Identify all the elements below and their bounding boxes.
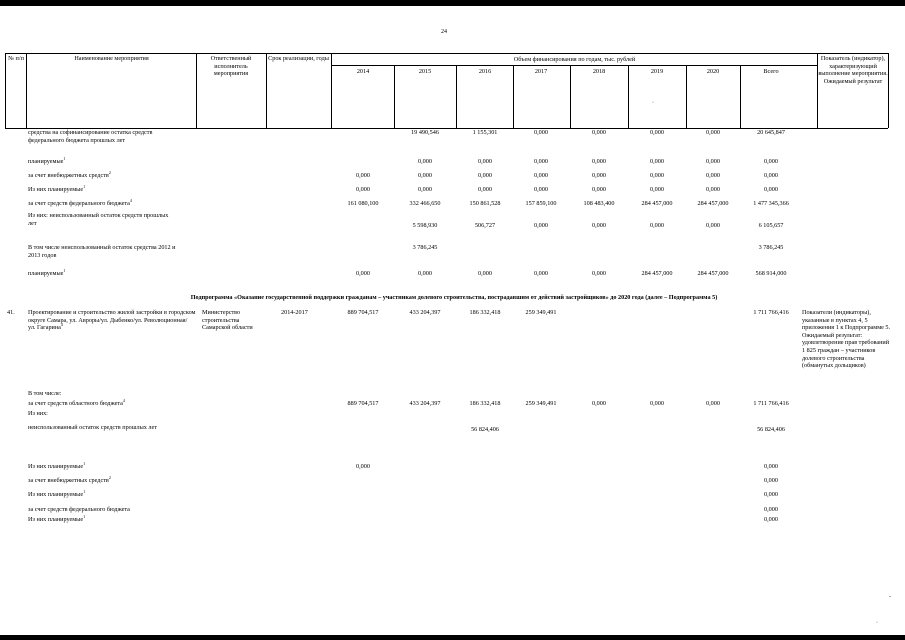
value-cell: 259 349,491 xyxy=(525,400,557,407)
value-cell: 6 105,657 xyxy=(758,222,784,229)
value-cell: 0,000 xyxy=(706,172,720,179)
header-indicator: Показатель (индикатор), характеризующий выполнение мероприятия. Ожидаемый результат xyxy=(818,55,888,85)
year-header: 2015 xyxy=(418,68,432,75)
scan-speck: · xyxy=(876,620,878,626)
row-label xyxy=(28,397,188,408)
row-label-text: Из них планируемые xyxy=(28,186,84,193)
row-label xyxy=(28,410,188,418)
item41-term: 2014-2017 xyxy=(281,309,308,316)
value-cell: 0,000 xyxy=(534,158,548,165)
value-cell: 284 457,000 xyxy=(641,200,673,207)
value-cell: 0,000 xyxy=(534,222,548,229)
value-cell: 0,000 xyxy=(478,186,492,193)
value-cell: 332 466,650 xyxy=(409,200,441,207)
footnote-mark: 2 xyxy=(108,474,111,480)
item41-name: Проектирование и строительство жилой застройки в городском округе Самара, ул. Авроры/ул. Дыбенко/ул. Революционная/ ул. Гагарина$^4$ xyxy=(28,309,196,332)
row-label xyxy=(28,197,178,208)
footnote-mark: 1 xyxy=(63,155,66,161)
value-cell: 284 457,000 xyxy=(697,200,729,207)
row-label xyxy=(28,212,178,227)
value-cell: 1 477 345,366 xyxy=(753,200,789,207)
value-cell: 0,000 xyxy=(534,270,548,277)
header-funding: Объем финансирования по годам, тыс. рублей xyxy=(513,56,636,63)
value-cell: 0,000 xyxy=(764,158,778,165)
value-cell: 433 204,397 xyxy=(409,309,441,316)
row-label-text: В том числе неиспользованный остаток средства 2012 и 2013 годов xyxy=(28,244,176,259)
value-cell: 506,727 xyxy=(474,222,496,229)
header-name: Наименование мероприятия xyxy=(74,55,149,62)
row-label-text: Из них: xyxy=(28,410,48,417)
value-cell: 0,000 xyxy=(764,172,778,179)
value-cell: 1 711 766,416 xyxy=(753,309,789,316)
footnote-mark: 4 xyxy=(122,397,125,403)
row-label xyxy=(28,390,188,398)
footnote-mark: 1 xyxy=(83,513,86,519)
footnote-mark: 1 xyxy=(83,460,86,466)
row-label xyxy=(28,267,178,278)
value-cell: 259 349,491 xyxy=(525,309,557,316)
value-cell: 0,000 xyxy=(592,270,606,277)
value-cell: 0,000 xyxy=(534,129,548,136)
year-header: 2016 xyxy=(478,68,492,75)
scan-speck: - xyxy=(889,594,891,600)
value-cell: 150 861,528 xyxy=(469,200,501,207)
value-cell: 157 859,100 xyxy=(525,200,557,207)
header-term: Срок реализации, годы xyxy=(268,55,329,62)
year-header: 2017 xyxy=(534,68,548,75)
value-cell: 3 786,245 xyxy=(412,244,438,251)
value-cell: 1 155,301 xyxy=(472,129,498,136)
row-label-text: за счет средств федерального бюджета xyxy=(28,200,130,207)
value-cell: 0,000 xyxy=(478,158,492,165)
item41-indicator: Показатели (индикаторы), указанные в пунктах 4, 5 приложения 1 к Подпрограмме 5. Ожидаемый результат: удовлетворение прав требований 1 825 граждан – участников долевого строительства (обманутых дольщиков) xyxy=(802,309,891,370)
row-label-text: неиспользованный остаток средств прошлых лет xyxy=(28,424,157,431)
item41-name-footnote: 4 xyxy=(60,322,63,328)
value-cell: 889 704,517 xyxy=(347,309,379,316)
value-cell: 0,000 xyxy=(650,400,664,407)
year-header: 2019 xyxy=(650,68,664,75)
row-label-text: за счет внебюджетных средств xyxy=(28,477,109,484)
value-cell: 568 914,000 xyxy=(755,270,787,277)
value-cell: 0,000 xyxy=(764,516,778,523)
value-cell: 0,000 xyxy=(534,186,548,193)
row-label xyxy=(28,460,188,471)
value-cell: 1 711 766,416 xyxy=(753,400,789,407)
header-funding-divider xyxy=(331,65,817,66)
value-cell: 0,000 xyxy=(706,222,720,229)
value-cell: 0,000 xyxy=(764,463,778,470)
value-cell: 0,000 xyxy=(592,158,606,165)
value-cell: 0,000 xyxy=(650,186,664,193)
footnote-mark: 1 xyxy=(83,488,86,494)
footnote-mark: 1 xyxy=(63,267,66,273)
year-header: 2018 xyxy=(592,68,606,75)
value-cell: 186 332,418 xyxy=(469,400,501,407)
value-cell: 0,000 xyxy=(356,463,370,470)
row-label-text: средства на софинансирование остатка средств федерального бюджета прошлых лет xyxy=(28,129,153,144)
row-label-text: планируемые xyxy=(28,158,64,165)
row-label-text: за счет внебюджетных средств xyxy=(28,172,109,179)
row-label-text: Из них планируемые xyxy=(28,491,84,498)
value-cell: 0,000 xyxy=(650,222,664,229)
value-cell: 0,000 xyxy=(650,129,664,136)
row-label xyxy=(28,513,188,524)
value-cell: 0,000 xyxy=(592,186,606,193)
row-label xyxy=(28,488,188,499)
value-cell: 19 490,546 xyxy=(411,129,439,136)
row-label-text: за счет средств федерального бюджета xyxy=(28,506,130,513)
page-number: 24 xyxy=(441,29,447,35)
footnote-mark: 2 xyxy=(108,169,111,175)
value-cell: 0,000 xyxy=(356,172,370,179)
value-cell: 108 483,400 xyxy=(583,200,615,207)
value-cell: 0,000 xyxy=(356,186,370,193)
top-scan-edge xyxy=(0,0,905,6)
footnote-mark: 4 xyxy=(129,197,132,203)
value-cell: 0,000 xyxy=(592,222,606,229)
value-cell: 0,000 xyxy=(418,270,432,277)
value-cell: 0,000 xyxy=(650,158,664,165)
value-cell: 56 824,406 xyxy=(757,426,785,433)
value-cell: 161 080,100 xyxy=(347,200,379,207)
row-label-text: планируемые xyxy=(28,270,64,277)
row-label xyxy=(28,155,178,166)
value-cell: 0,000 xyxy=(478,172,492,179)
value-cell: 0,000 xyxy=(592,129,606,136)
value-cell: 0,000 xyxy=(356,270,370,277)
value-cell: 433 204,397 xyxy=(409,400,441,407)
value-cell: 0,000 xyxy=(478,270,492,277)
year-header: 2020 xyxy=(706,68,720,75)
row-label xyxy=(28,474,188,485)
value-cell: 0,000 xyxy=(706,129,720,136)
scan-speck: · xyxy=(652,100,654,106)
footnote-mark: 1 xyxy=(83,183,86,189)
item41-executor: Министерство строительства Самарской области xyxy=(202,309,253,332)
value-cell: 0,000 xyxy=(418,172,432,179)
year-header: 2014 xyxy=(356,68,370,75)
row-label-text: за счет средств областного бюджета xyxy=(28,400,123,407)
header-top-border xyxy=(5,53,888,54)
value-cell: 3 786,245 xyxy=(758,244,784,251)
value-cell: 0,000 xyxy=(764,506,778,513)
value-cell: 186 332,418 xyxy=(469,309,501,316)
value-cell: 0,000 xyxy=(418,186,432,193)
row-label xyxy=(28,506,188,514)
row-label xyxy=(28,129,178,144)
value-cell: 284 457,000 xyxy=(697,270,729,277)
row-label-text: Из них: неиспользованный остаток средств прошлых лет xyxy=(28,212,169,227)
subprogram-title: Подпрограмма «Оказание государственной поддержки гражданам – участникам долевого строительства, пострадавшим от действий застройщиков» до 2020 года (далее – Подпрограмма 5) xyxy=(190,294,718,301)
value-cell: 0,000 xyxy=(706,158,720,165)
header-num: № п/п xyxy=(8,55,24,62)
value-cell: 5 598,930 xyxy=(412,222,438,229)
value-cell: 0,000 xyxy=(592,400,606,407)
row-label xyxy=(28,169,178,180)
value-cell: 0,000 xyxy=(764,477,778,484)
row-label xyxy=(28,424,188,432)
value-cell: 0,000 xyxy=(764,186,778,193)
row-label-text: В том числе: xyxy=(28,390,62,397)
year-header: Всего xyxy=(763,68,779,75)
value-cell: 0,000 xyxy=(418,158,432,165)
value-cell: 0,000 xyxy=(764,491,778,498)
value-cell: 0,000 xyxy=(534,172,548,179)
row-label xyxy=(28,244,178,259)
bottom-scan-edge xyxy=(0,635,905,640)
row-label xyxy=(28,183,178,194)
value-cell: 0,000 xyxy=(650,172,664,179)
value-cell: 0,000 xyxy=(706,186,720,193)
row-label-text: Из них планируемые xyxy=(28,516,84,523)
header-executor: Ответственный исполнитель мероприятия xyxy=(210,55,252,78)
value-cell: 0,000 xyxy=(706,400,720,407)
row-label-text: Из них планируемые xyxy=(28,463,84,470)
item41-num: 41. xyxy=(7,309,15,316)
value-cell: 284 457,000 xyxy=(641,270,673,277)
value-cell: 20 645,847 xyxy=(757,129,785,136)
value-cell: 0,000 xyxy=(592,172,606,179)
value-cell: 889 704,517 xyxy=(347,400,379,407)
value-cell: 56 824,406 xyxy=(471,426,499,433)
